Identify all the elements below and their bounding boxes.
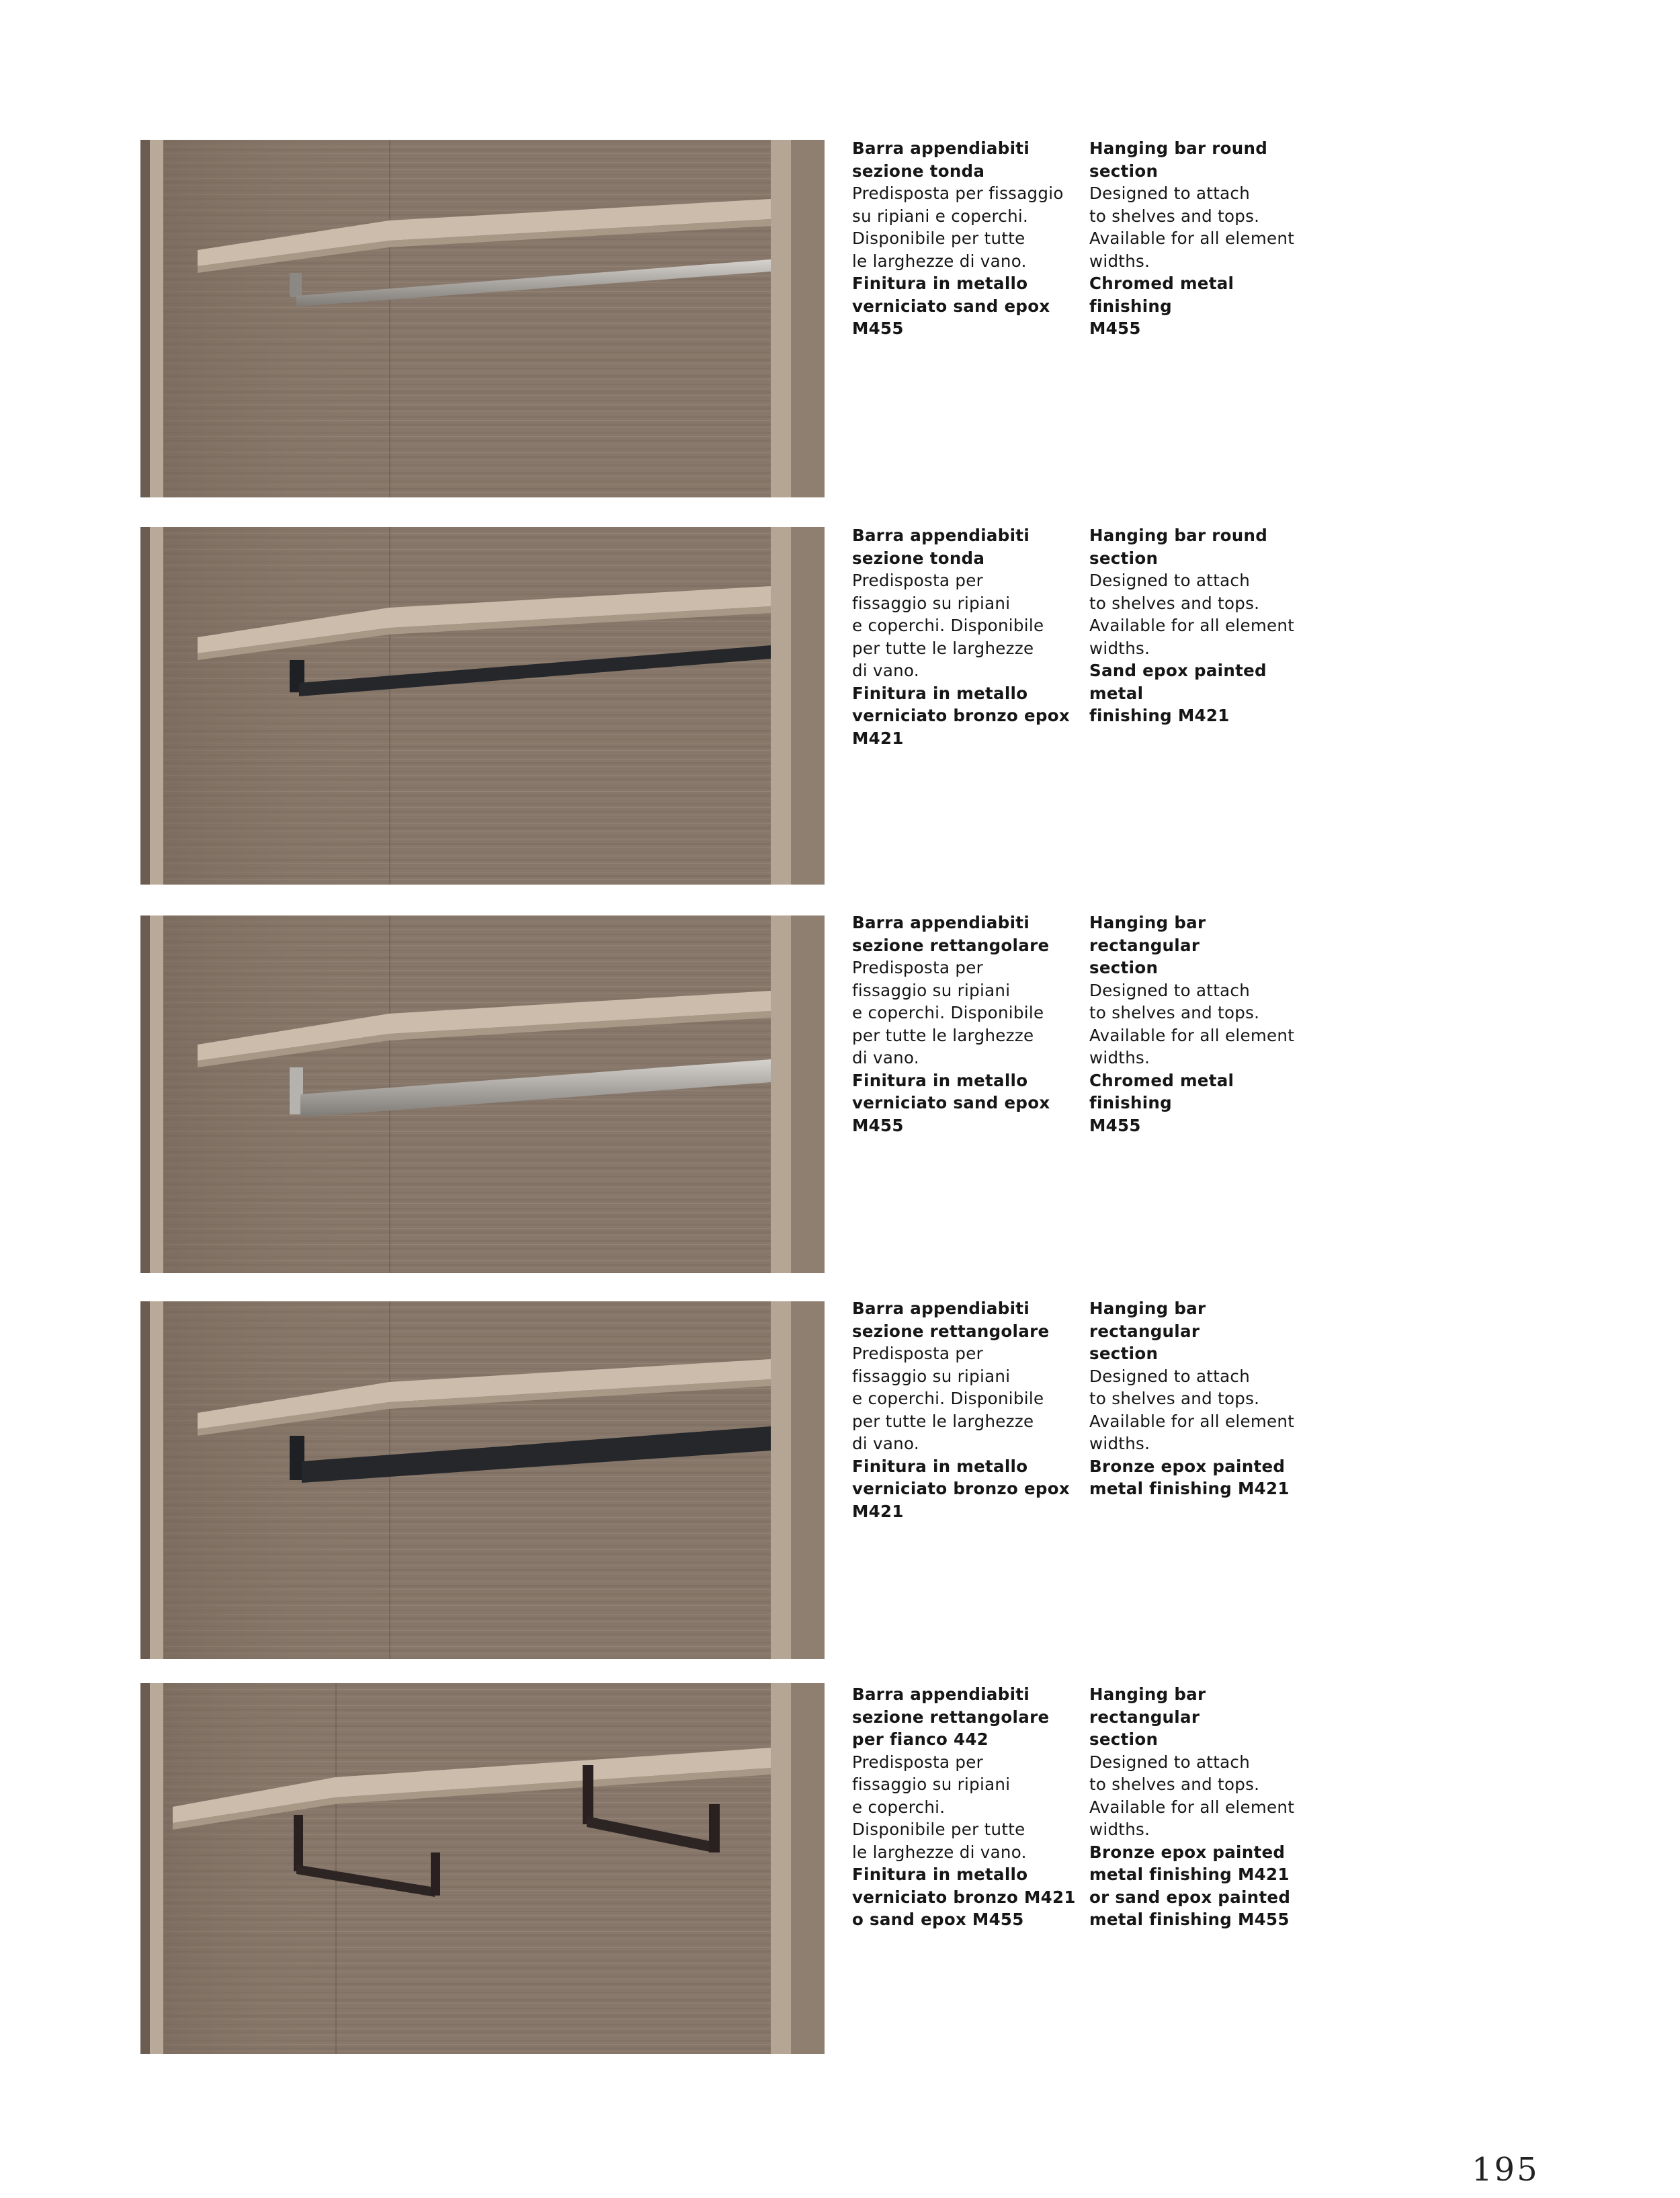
item-4-italian xyxy=(852,1297,1081,1522)
item-title: Barra appendiabiti sezione tonda xyxy=(852,138,1030,181)
item-1-english xyxy=(1089,137,1318,340)
item-description: Designed to attach to shelves and tops. Available for all element widths. xyxy=(1089,184,1295,271)
item-finish: Bronze epox painted metal finishing M421 xyxy=(1089,1456,1290,1498)
item-3-english xyxy=(1089,911,1318,1137)
item-1-italian xyxy=(852,137,1081,340)
item-5-english xyxy=(1089,1683,1318,1931)
item-2-english xyxy=(1089,524,1318,727)
bar-bracket xyxy=(290,273,302,297)
item-finish: Finitura in metallo verniciato bronzo epox M421 xyxy=(852,683,1070,748)
item-description: Designed to attach to shelves and tops. Available for all element widths. xyxy=(1089,980,1295,1067)
item-4-english xyxy=(1089,1297,1318,1500)
bar-bracket xyxy=(583,1765,593,1824)
item-2-italian xyxy=(852,524,1081,749)
item-3-italian xyxy=(852,911,1081,1137)
item-title: Hanging bar rectangular section xyxy=(1089,913,1206,977)
item-description: Designed to attach to shelves and tops. Available for all element widths. xyxy=(1089,571,1295,658)
wardrobe-image xyxy=(140,915,825,1273)
bar-bracket xyxy=(709,1804,720,1853)
item-description: Predisposta per fissaggio su ripiani e coperchi. Disponibile per tutte le larghezze di vano. xyxy=(852,571,1044,680)
wardrobe-image xyxy=(140,1683,825,2054)
photo-round-bar-bronze xyxy=(140,527,825,885)
bar-bracket xyxy=(294,1815,303,1871)
item-description: Predisposta per fissaggio su ripiani e coperchi. Disponibile per tutte le larghezze di vano. xyxy=(852,1344,1044,1453)
item-description: Predisposta per fissaggio su ripiani e coperchi. Disponibile per tutte le larghezze di vano. xyxy=(852,184,1064,271)
item-title: Barra appendiabiti sezione rettangolare xyxy=(852,1299,1050,1341)
item-description: Predisposta per fissaggio su ripiani e coperchi. Disponibile per tutte le larghezze di vano. xyxy=(852,1752,1027,1862)
item-title: Hanging bar rectangular section xyxy=(1089,1684,1206,1749)
item-finish: Finitura in metallo verniciato sand epox M455 xyxy=(852,274,1050,338)
item-finish: Finitura in metallo verniciato bronzo M421 o sand epox M455 xyxy=(852,1865,1076,1929)
item-finish: Finitura in metallo verniciato bronzo epox M421 xyxy=(852,1456,1070,1521)
wardrobe-image xyxy=(140,140,825,497)
photo-round-bar-chrome xyxy=(140,140,825,497)
bar-bracket xyxy=(431,1853,440,1896)
item-finish: Bronze epox painted metal finishing M421 or sand epox painted metal finishing M455 xyxy=(1089,1842,1291,1929)
photo-rect-bar-bronze xyxy=(140,1301,825,1659)
item-title: Barra appendiabiti sezione rettangolare xyxy=(852,913,1050,955)
photo-rect-bar-chrome xyxy=(140,915,825,1273)
item-finish: Chromed metal finishing M455 xyxy=(1089,274,1234,338)
item-finish: Chromed metal finishing M455 xyxy=(1089,1070,1234,1135)
item-title: Hanging bar round section xyxy=(1089,138,1268,181)
item-title: Barra appendiabiti sezione rettangolare per fianco 442 xyxy=(852,1684,1050,1749)
page-number: 195 xyxy=(1472,2151,1540,2189)
item-description: Designed to attach to shelves and tops. Available for all element widths. xyxy=(1089,1366,1295,1453)
item-description: Predisposta per fissaggio su ripiani e coperchi. Disponibile per tutte le larghezze di vano. xyxy=(852,958,1044,1067)
wardrobe-image xyxy=(140,1301,825,1659)
item-5-italian xyxy=(852,1683,1081,1931)
item-title: Hanging bar rectangular section xyxy=(1089,1299,1206,1363)
wardrobe-image xyxy=(140,527,825,885)
photo-side-panel-bars xyxy=(140,1683,825,2054)
item-finish: Finitura in metallo verniciato sand epox M455 xyxy=(852,1070,1050,1135)
item-title: Hanging bar round section xyxy=(1089,526,1268,568)
item-title: Barra appendiabiti sezione tonda xyxy=(852,526,1030,568)
item-finish: Sand epox painted metal finishing M421 xyxy=(1089,661,1267,725)
item-description: Designed to attach to shelves and tops. Available for all element widths. xyxy=(1089,1752,1295,1839)
